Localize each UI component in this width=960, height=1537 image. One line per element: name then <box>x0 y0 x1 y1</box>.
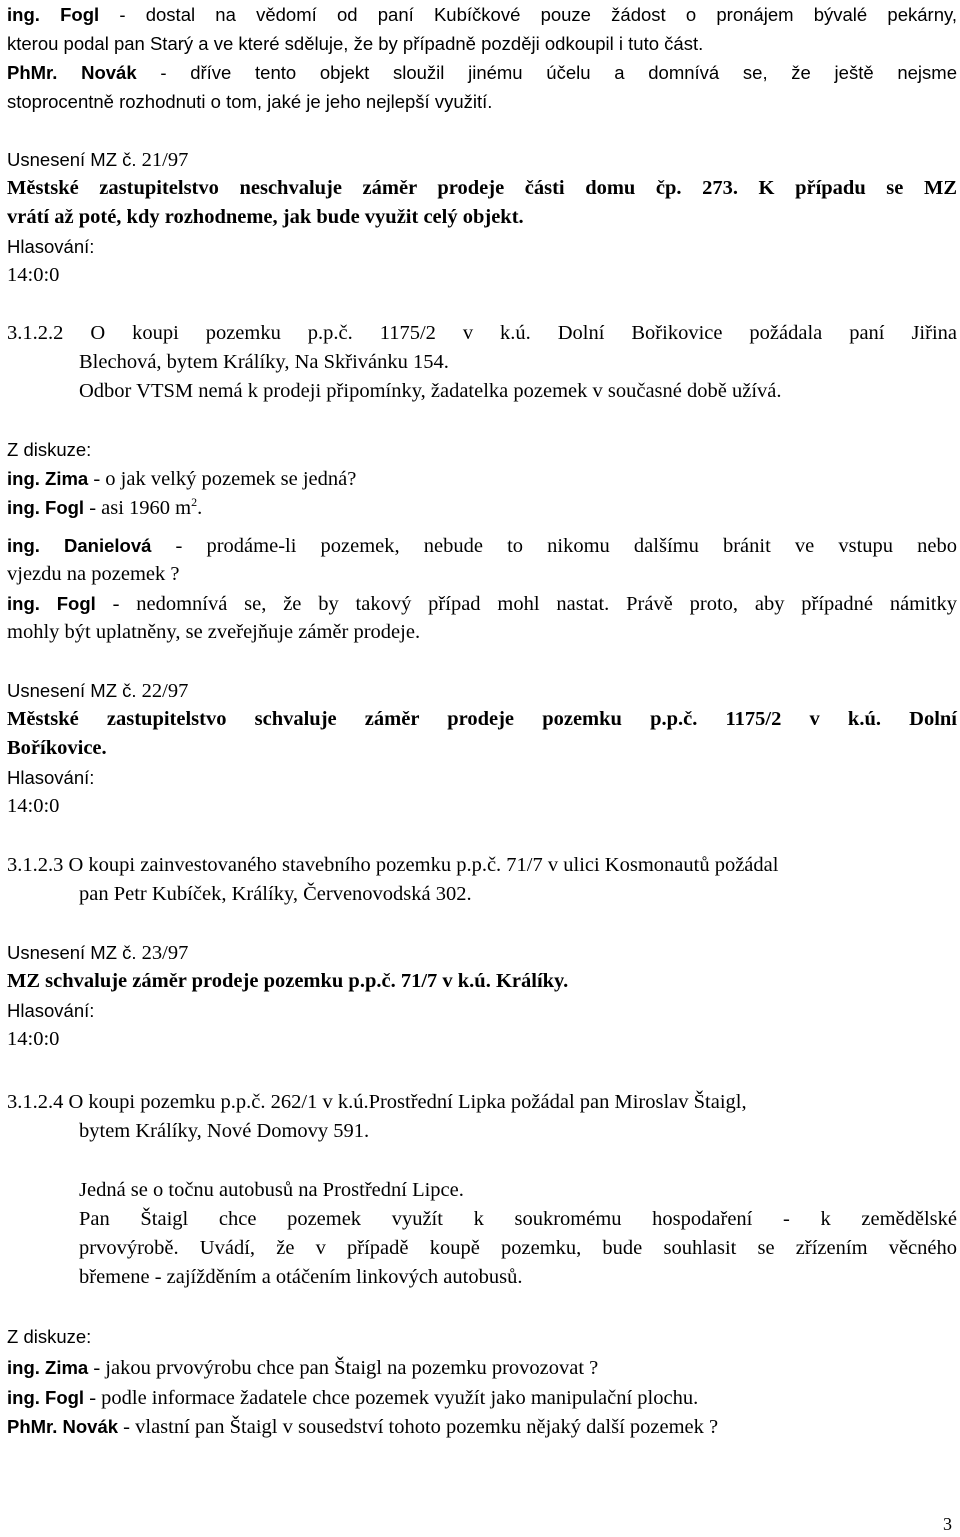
text-line: ing. Fogl - podle informace žadatele chce pozemek využít jako manipulační plochu. <box>7 1387 699 1409</box>
vote-result: 14:0:0 <box>7 264 60 286</box>
speaker-name: PhMr. Novák <box>7 62 137 83</box>
text-line: ing. Fogl - dostal na vědomí od paní Kubíčkové pouze žádost o pronájem bývalé pekárny, <box>7 4 957 25</box>
text-line: bytem Králíky, Nové Domovy 591. <box>79 1120 370 1142</box>
text-line: Jedná se o točnu autobusů na Prostřední Lipce. <box>79 1179 464 1201</box>
resolution-text: vrátí až poté, kdy rozhodneme, jak bude využit celý objekt. <box>7 206 524 228</box>
text-line: prvovýrobě. Uvádí, že v případě koupě pozemku, bude souhlasit se zřízením věcného <box>79 1237 957 1259</box>
vote-label: Hlasování: <box>7 767 95 788</box>
text-line: Pan Štaigl chce pozemek využít k soukromému hospodaření - k zemědělské <box>79 1208 957 1230</box>
discussion-label: Z diskuze: <box>7 1326 92 1347</box>
speaker-name: ing. Danielová <box>7 535 152 556</box>
resolution-heading: Usnesení MZ č. 21/97 <box>7 149 189 171</box>
resolution-text: Boříkovice. <box>7 737 107 759</box>
speaker-name: ing. Fogl <box>7 497 85 518</box>
speaker-name: PhMr. Novák <box>7 1416 119 1437</box>
text-line: ing. Zima - o jak velký pozemek se jedná? <box>7 468 357 490</box>
text-line: ing. Zima - jakou prvovýrobu chce pan Štaigl na pozemku provozovat ? <box>7 1357 599 1379</box>
text-line: Odbor VTSM nemá k prodeji připomínky, žadatelka pozemek v současné době užívá. <box>79 380 782 402</box>
text-line: stoprocentně rozhodnuti o tom, jaké je jeho nejlepší využití. <box>7 91 493 112</box>
resolution-text: Městské zastupitelstvo neschvaluje záměr prodeje části domu čp. 273. K případu se MZ <box>7 177 957 199</box>
text-line: pan Petr Kubíček, Králíky, Červenovodská 302. <box>79 883 472 905</box>
text-line: ing. Danielová - prodáme-li pozemek, nebude to nikomu dalšímu bránit ve vstupu nebo <box>7 535 957 557</box>
discussion-label: Z diskuze: <box>7 439 92 460</box>
section-3-1-2-3: 3.1.2.3 O koupi zainvestovaného stavebního pozemku p.p.č. 71/7 v ulici Kosmonautů požádal <box>7 854 779 876</box>
text-line: PhMr. Novák - vlastní pan Štaigl v sousedství tohoto pozemku nějaký další pozemek ? <box>7 1416 719 1438</box>
text-line: mohly být uplatněny, se zveřejňuje záměr prodeje. <box>7 621 421 643</box>
speaker-name: ing. Fogl <box>7 593 96 614</box>
resolution-text: Městské zastupitelstvo schvaluje záměr prodeje pozemku p.p.č. 1175/2 v k.ú. Dolní <box>7 708 957 730</box>
section-3-1-2-4: 3.1.2.4 O koupi pozemku p.p.č. 262/1 v k.ú.Prostřední Lipka požádal pan Miroslav Štaigl, <box>7 1091 747 1113</box>
vote-result: 14:0:0 <box>7 1028 60 1050</box>
speaker-name: ing. Fogl <box>7 4 100 25</box>
vote-label: Hlasování: <box>7 1000 95 1021</box>
speaker-name: ing. Fogl <box>7 1387 85 1408</box>
section-3-1-2-2: 3.1.2.2 O koupi pozemku p.p.č. 1175/2 v k.ú. Dolní Bořikovice požádala paní Jiřina <box>7 322 957 344</box>
text-line: kterou podal pan Starý a ve které sděluje, že by případně později odkoupil i tuto část. <box>7 33 704 54</box>
text-line: Blechová, bytem Králíky, Na Skřivánku 154. <box>79 351 449 373</box>
resolution-text: MZ schvaluje záměr prodeje pozemku p.p.č. 71/7 v k.ú. Králíky. <box>7 970 569 992</box>
vote-result: 14:0:0 <box>7 795 60 817</box>
text-line: ing. Fogl - nedomnívá se, že by takový případ mohl nastat. Právě proto, aby případné námitky <box>7 593 957 615</box>
vote-label: Hlasování: <box>7 236 95 257</box>
page-number: 3 <box>943 1514 952 1534</box>
text-line: břemene - zajížděním a otáčením linkových autobusů. <box>79 1266 523 1288</box>
text-line: ing. Fogl - asi 1960 $m^2$. <box>7 495 203 519</box>
text-line: PhMr. Novák - dříve tento objekt sloužil jinému účelu a domnívá se, že ještě nejsme <box>7 62 957 83</box>
text-line: vjezdu na pozemek ? <box>7 563 180 585</box>
resolution-heading: Usnesení MZ č. 23/97 <box>7 942 189 964</box>
speaker-name: ing. Zima <box>7 468 89 489</box>
speaker-name: ing. Zima <box>7 1357 89 1378</box>
resolution-heading: Usnesení MZ č. 22/97 <box>7 680 189 702</box>
